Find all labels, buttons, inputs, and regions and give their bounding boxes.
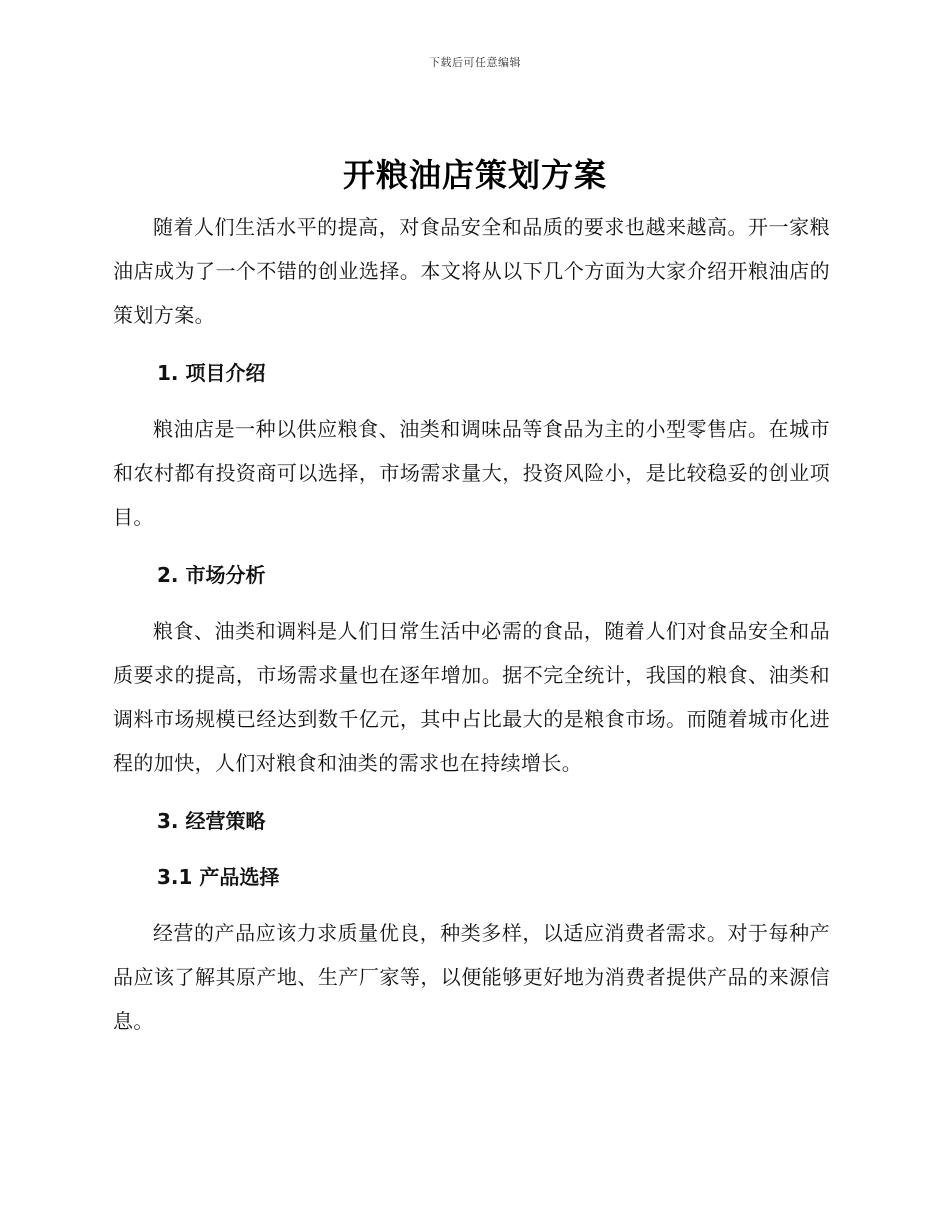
intro-paragraph: 随着人们生活水平的提高，对食品安全和品质的要求也越来越高。开一家粮油店成为了一个不错的创业选择。本文将从以下几个方面为大家介绍开粮油店的策划方案。 [113, 215, 830, 327]
header-note: 下载后可任意编辑 [429, 56, 521, 69]
section-heading-3: 3. 经营策略 [157, 809, 266, 833]
section-heading-1: 1. 项目介绍 [157, 361, 266, 385]
subsection-heading-3-1: 3.1 产品选择 [157, 865, 280, 889]
section-1-paragraph: 粮油店是一种以供应粮食、油类和调味品等食品为主的小型零售店。在城市和农村都有投资商可以选择，市场需求量大，投资风险小，是比较稳妥的创业项目。 [113, 417, 830, 529]
subsection-3-1-paragraph: 经营的产品应该力求质量优良，种类多样，以适应消费者需求。对于每种产品应该了解其原产地、生产厂家等，以便能够更好地为消费者提供产品的来源信息。 [113, 921, 830, 1033]
document-title: 开粮油店策划方案 [342, 156, 607, 194]
document-body [113, 205, 830, 1057]
section-2-paragraph: 粮食、油类和调料是人们日常生活中必需的食品，随着人们对食品安全和品质要求的提高，市场需求量也在逐年增加。据不完全统计，我国的粮食、油类和调料市场规模已经达到数千亿元，其中占比最大的是粮食市场。而随着城市化进程的加快，人们对粮食和油类的需求也在持续增长。 [113, 619, 830, 775]
section-heading-2: 2. 市场分析 [157, 563, 266, 587]
